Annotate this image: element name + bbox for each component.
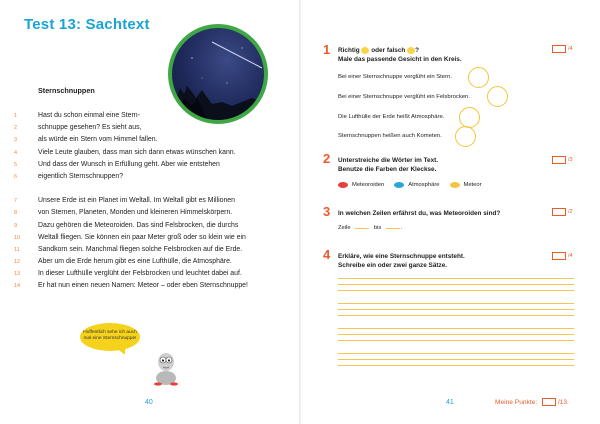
statement: Die Lufthülle der Erde heißt Atmosphäre. (338, 114, 445, 120)
line-number: 7 (14, 198, 18, 205)
total-points (495, 398, 567, 406)
line-text: Aber um die Erde herum gibt es eine Lufthülle, die Atmosphäre. (38, 258, 232, 266)
text-heading: Sternschnuppen (38, 86, 95, 95)
text-line (14, 134, 294, 146)
answer-circle[interactable] (459, 107, 480, 128)
line-number: 8 (14, 210, 18, 217)
line-text: Sandkorn sein. Manchmal fliegen solche Felsbrocken auf die Erde. (38, 245, 243, 253)
text-line (14, 171, 294, 183)
color-legend (338, 182, 482, 188)
text-line (14, 244, 294, 256)
text-line (14, 110, 294, 122)
points-box[interactable] (542, 398, 556, 406)
mascot-icon (148, 344, 184, 386)
line-text: Hast du schon einmal eine Stern- (38, 112, 140, 119)
line-text: In dieser Lufthülle verglüht der Felsbrocken und leuchtet dabei auf. (38, 270, 242, 278)
fill-label: Zeile (338, 225, 351, 231)
line-text: eigentlich Sternschnuppen? (38, 172, 124, 180)
text-line (14, 268, 294, 280)
line-number: 2 (14, 125, 18, 132)
line-text: Weltall fliegen. Sie können ein paar Meter groß oder so klein wie ein (38, 233, 246, 241)
task-number: 4 (323, 247, 331, 262)
legend-label: Atmosphäre (408, 182, 440, 188)
line-text: schnuppe gesehen? Es sieht aus, (38, 124, 142, 132)
line-number: 5 (14, 161, 18, 168)
task-number: 3 (323, 204, 331, 219)
statement: Sternschnuppen heißen auch Kometen. (338, 133, 442, 139)
score-box[interactable] (552, 208, 566, 216)
task-text: Schreibe ein oder zwei ganze Sätze. (338, 262, 448, 269)
score-max: /3 (568, 157, 573, 163)
text-line (14, 280, 294, 292)
points-label: Meine Punkte: (495, 398, 538, 406)
text-line (14, 122, 294, 134)
score-box[interactable] (552, 156, 566, 164)
sad-smiley-icon (407, 47, 415, 54)
happy-smiley-icon (361, 47, 369, 54)
task-text: Unterstreiche die Wörter im Text. (338, 157, 439, 164)
text-line (14, 256, 294, 268)
task-number: 2 (323, 151, 331, 166)
text-line (14, 220, 294, 232)
line-number: 9 (14, 222, 18, 229)
legend-label: Meteoroiden (352, 182, 385, 188)
line-number: 1 (14, 113, 18, 119)
text-line (14, 147, 294, 159)
red-blob-icon (338, 182, 348, 188)
line-text: Viele Leute glauben, dass man sich dann etwas wünschen kann. (38, 148, 236, 156)
text-line (14, 207, 294, 219)
statement: Bei einer Sternschnuppe verglüht ein Stern. (338, 74, 452, 80)
line-number: 4 (14, 149, 18, 156)
line-text: Unsere Erde ist ein Planet im Weltall. Im Weltall gibt es Millionen (38, 197, 235, 205)
speech-bubble: Hoffentlich sehe ich auch mal eine Sternschnuppe! (80, 323, 140, 351)
statement: Bei einer Sternschnuppe verglüht ein Felsbrocken. (338, 94, 470, 100)
answer-circle[interactable] (487, 86, 508, 107)
text-line (14, 232, 294, 244)
score-max: /4 (568, 46, 573, 52)
score-box[interactable] (552, 45, 566, 53)
line-number: 13 (14, 271, 21, 278)
answer-circle[interactable] (455, 126, 476, 147)
score-max: /2 (568, 209, 573, 215)
task-instruction (338, 46, 462, 64)
task-text: Erkläre, wie eine Sternschnuppe entsteht. (338, 253, 465, 260)
book-gutter (299, 0, 301, 424)
fill-label: . (400, 225, 403, 231)
page-number-right: 41 (446, 399, 454, 406)
line-number: 10 (14, 234, 21, 241)
line-end-input[interactable] (386, 228, 400, 229)
task-instruction (338, 156, 438, 174)
text-line (14, 159, 294, 171)
text-body (14, 110, 294, 293)
yellow-blob-icon (450, 182, 460, 188)
text-line (14, 195, 294, 207)
task-text: Male das passende Gesicht in den Kreis. (338, 56, 462, 63)
line-start-input[interactable] (355, 228, 369, 229)
task-number: 1 (323, 42, 331, 57)
answer-circle[interactable] (468, 67, 489, 88)
points-total: /13 (557, 398, 568, 406)
score-max: /4 (568, 253, 573, 259)
night-sky-photo (168, 24, 268, 124)
task-instruction (338, 252, 465, 270)
task-instruction: In welchen Zeilen erfährst du, was Meteoroiden sind? (338, 210, 501, 217)
task-text: Benutze die Farben der Kleckse. (338, 166, 437, 173)
line-text: Und dass der Wunsch in Erfüllung geht. Aber wie entstehen (38, 160, 220, 168)
line-text: Dazu gehören die Meteoroiden. Das sind Felsbrocken, die durchs (38, 221, 239, 229)
line-text: Er hat nun einen neuen Namen: Meteor – oder eben Sternschnuppe! (38, 282, 248, 290)
page-number-left: 40 (145, 399, 153, 406)
legend-label: Meteor (463, 182, 482, 188)
task-text: ? (415, 47, 420, 54)
line-number: 12 (14, 259, 21, 266)
line-number: 14 (14, 283, 21, 290)
line-text: von Sternen, Planeten, Monden und kleineren Himmelskörpern. (38, 209, 233, 217)
score-box[interactable] (552, 252, 566, 260)
page-title: Test 13: Sachtext (24, 16, 150, 33)
task-text: oder falsch (371, 47, 406, 54)
line-number: 6 (14, 173, 18, 180)
line-number: 3 (14, 137, 18, 144)
line-range-answer (338, 225, 403, 231)
line-number: 11 (14, 246, 20, 253)
blue-blob-icon (394, 182, 404, 188)
task-text: Richtig (338, 47, 360, 54)
line-text: als würde ein Stern vom Himmel fallen. (38, 136, 158, 144)
fill-label: bis (373, 225, 382, 231)
